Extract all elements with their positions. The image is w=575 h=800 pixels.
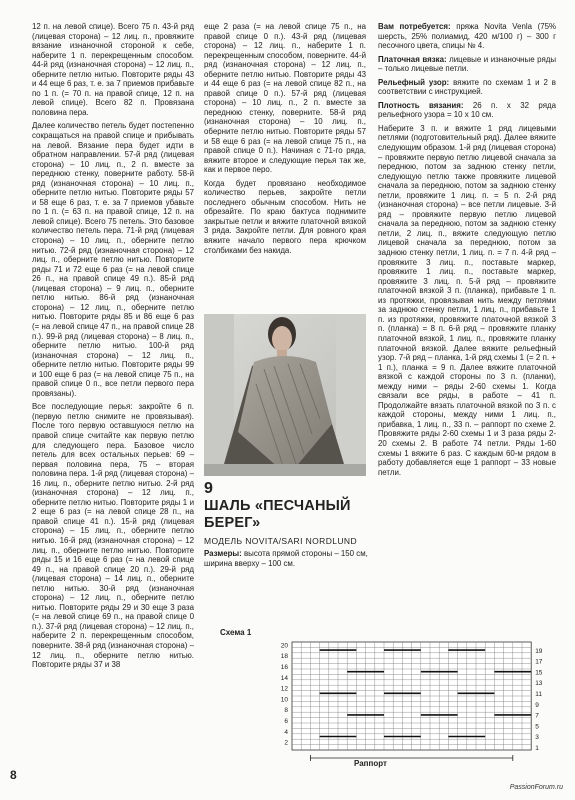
gauge-label: Плотность вязания: bbox=[378, 100, 464, 110]
paragraph bbox=[32, 402, 194, 669]
gauge-text: 26 п. х 32 ряда рельефного узора = 10 х 10 см. bbox=[378, 100, 556, 120]
relief-paragraph bbox=[378, 78, 556, 97]
row-number-right: 19 bbox=[535, 647, 543, 655]
row-number-left: 16 bbox=[280, 664, 288, 671]
row-number-right: 9 bbox=[535, 701, 539, 709]
sizes-text: высота прямой стороны – 150 см, ширина вверху – 100 см. bbox=[204, 549, 368, 568]
instructions-paragraph: Наберите 3 п. и вяжите 1 ряд лицевыми петлями (подготовительный ряд). Далее вяжите следующим образом. 1-й ряд (лицевая сторона) – провяжите первую петлю лицевой сначала за переднюю, потом за заднюю стенку петли, следующую петлю также провяжите лицевой сначала за переднюю, потом за заднюю стенку петли, провяжите 1 лиц. п. = 5 п. 2-й ряд (изнаночная сторона) – все петли лицевые. 3-й ряд – провяжите первую петлю лицевой сначала за переднюю, потом за заднюю стенку петли, 2 лиц. п., вяжите следующую петлю лицевой сначала за переднюю, потом за заднюю стенку петли, 1 лиц. п. = 7 п. 4-й ряд – провяжите 3 лиц. п., поставьте маркер, провяжите 1 лиц. п., поставьте маркер, провяжите 3 лиц. п. 5-й ряд – провяжите платочной вязкой 3 п. (планка), прибавьте 1 п. из протяжки, провязывая нить между петлями за заднюю стенку петли, 1 лиц. п., прибавьте 1 п. из протяжки, провяжите платочной вязкой 3 п. (планка) = 8 п. 6-й ряд – провяжите планку платочной вязкой, 1 лиц. п., провяжите планку платочной вязкой. Далее вяжите рельефный узор. 7-й ряд – планка, 1-й ряд схемы 1 (= 2 п. + 1 п.), планка = 9 п. Далее вяжите платочной вязкой с каждой стороны по 3 п. (планки), между ними – ряды 2-60 схемы 1. Когда связали все ряды, в работе – 41 п. Продолжайте вязать платочной вязкой по 3 п. с каждой стороны, между ними 1 лиц. п., прибавка, 1 лиц. п., 33 п. – раппорт по схеме 2. Провяжите ряды 2-60 схемы 1 и 3 раза ряды 2-20 схемы 2. В работе 74 петли. Ряды 1-60 схемы 1 вяжите 6 раз. С каждым 60-м рядом в работу добавляется еще 1 раппорт – 33 новые петли. bbox=[378, 123, 556, 477]
article-number: 9 bbox=[204, 480, 213, 497]
row-number-right: 5 bbox=[535, 723, 539, 731]
article-title: ШАЛЬ «ПЕСЧАНЫЙ БЕРЕГ» bbox=[204, 498, 351, 531]
materials-text: пряжа Novita Venla (75% шерсть, 25% полиамид, 420 м/100 г) – 300 г песочного цвета, спицы № 4. bbox=[378, 22, 556, 51]
row-number-right: 13 bbox=[535, 680, 543, 688]
model-photo bbox=[204, 314, 366, 476]
page-number: 8 bbox=[10, 768, 17, 782]
garter-label: Платочная вязка: bbox=[378, 54, 447, 64]
row-number-left: 4 bbox=[284, 728, 288, 736]
gauge-paragraph bbox=[378, 101, 556, 120]
relief-text: вяжите по схемам 1 и 2 в соответствии с инструкцией. bbox=[378, 77, 556, 97]
row-number-left: 12 bbox=[280, 685, 288, 693]
model-photo-image bbox=[204, 314, 366, 476]
row-number-left: 8 bbox=[284, 707, 288, 715]
row-number-right: 3 bbox=[535, 734, 539, 742]
row-number-right: 15 bbox=[535, 669, 543, 677]
row-number-left: 18 bbox=[280, 653, 288, 661]
text-column-1 bbox=[32, 22, 194, 772]
garter-text: лицевые и изнаночные ряды – только лицевые петли. bbox=[378, 54, 556, 74]
paragraph: Далее количество петель будет постепенно сокращаться на правой спице и прибывать на левой. Вязание пера будет идти в обратном направлении. 57-й ряд (лицевая сторона) – 10 лиц. п., 2 п. вместе за переднюю стенку, поверните работу. 58-й ряд (изнаночная сторона) – 10 лиц. п., оберните петлю нитью. Повторите ряды 57 и 58 еще 6 раз, т. е. за 7 приемов убавьте по 1 п. (= 63 п. на правой спице, 12 п. на левой спице). Всего 75 петель. Это базовое количество петель пера. 71-й ряд (лицевая сторона) – 10 лиц. п., оберните петлю нитью. 72-й ряд (изнаночная сторона) – 12 лиц. п., оберните петлю нитью. Повторите ряды 71 и 72 еще 6 раз (= на левой спице 26 п., на правой спице 49 п.). 85-й ряд (лицевая сторона) – 9 лиц. п., оберните петлю нитью. 86-й ряд (изнаночная сторона) – 12 лиц. п., оберните петлю нитью. Повторите ряды 85 и 86 еще 6 раз (= на левой спице 47 п., на правой спице 28 п.). 99-й ряд (лицевая сторона) – 8 лиц. п., оберните петлю нитью. 100-й ряд (изнаночная сторона) – 12 лиц. п., оберните петлю нитью. Повторите ряды 99 и 100 еще 6 раз (= на левой спице 75 п., на правой спице 0 п., все петли первого пера провязаны). bbox=[32, 121, 194, 398]
text-column-2 bbox=[204, 22, 366, 312]
paragraph: Когда будет провязано необходимое количество перьев, закройте петли последнего обычным способом. Нить не обрезайте. По краю бактуса поднимите закрытые петли и вяжите платочной вязкой 3 ряда. Закройте петли. Для ровного края вяжите начало первого пера крючком столбиками без накида. bbox=[204, 178, 366, 255]
materials-paragraph bbox=[378, 22, 556, 51]
paragraph: еще 2 раза (= на левой спице 75 п., на правой спице 0 п.). 43-й ряд (лицевая сторона) – 12 лиц. п., наберите 1 п. перекрещенным способом, поверните. 44-й ряд (изнаночная сторона) – 12 лиц. п., оберните петлю нитью. Повторите ряды 43 и 44 еще 6 раз (= на левой спице 82 п., на правой спице 0 п.). 57-й ряд (лицевая сторона) – 10 лиц. п., 2 п. вместе за переднюю стенку, поверните. 58-й ряд (изнаночная сторона) – 10 лиц. п., оберните петлю нитью. Повторите ряды 57 и 58 еще 6 раз (= на левой спице 75 п., на правой спице 0 п.). Начиная с 71-го ряда, вяжите второе и следующие перья так же, как и первое перо. bbox=[204, 22, 366, 175]
row-number-right: 7 bbox=[535, 712, 539, 720]
article-model: МОДЕЛЬ NOVITA/SARI NORDLUND bbox=[204, 536, 357, 546]
text-column-3 bbox=[378, 22, 556, 632]
row-number-right: 1 bbox=[535, 745, 539, 752]
row-number-right: 11 bbox=[535, 691, 542, 698]
materials-label: Вам потребуется: bbox=[378, 22, 451, 31]
garter-paragraph bbox=[378, 55, 556, 74]
repeat-label: Раппорт bbox=[354, 759, 387, 768]
row-number-left: 2 bbox=[284, 739, 288, 747]
scheme-title: Схема 1 bbox=[220, 628, 252, 637]
row-number-left: 14 bbox=[280, 674, 288, 682]
relief-label: Рельефный узор: bbox=[378, 77, 450, 87]
row-number-left: 10 bbox=[280, 696, 288, 704]
row-number-left: 20 bbox=[280, 642, 288, 650]
paragraph: 12 п. на левой спице). Всего 75 п. 43-й ряд (лицевая сторона) – 12 лиц. п., провяжите вязание изнаночной стороной к себе, наберите 1 п. перекрещенным способом. 44-й ряд (изнаночная сторона) – 12 лиц. п., оберните петлю нитью. Повторите ряды 43 и 44 еще 6 раз, т. е. за 7 приемов прибавьте по 1 п. (= 70 п. на правой спице, 12 п. на левой спице). Всего 82 п. Провязана половина пера. bbox=[32, 22, 194, 117]
sizes-label: Размеры: bbox=[204, 549, 242, 558]
watermark: PassionForum.ru bbox=[509, 784, 563, 791]
article-sizes bbox=[204, 549, 369, 568]
row-number-left: 6 bbox=[284, 718, 288, 725]
row-number-right: 17 bbox=[535, 658, 543, 666]
paragraph-text: Все последующие перья: закройте 6 п. (первую петлю снимите не провязывая). После того первую оставшуюся петлю на правой спице считайте как первую петлю для следующего пера. Базовое число петель для всех остальных перьев: 69 – первая половина пера, 75 – вторая половина пера. 1-й ряд (лицевая сторона) – 16 лиц. п., оберните петлю нитью. 2-й ряд (изнаночная сторона) – 12 лиц. п., оберните петлю нитью. Повторите ряды 1 и 2 еще 6 раз (= на левой спице 28 п., на правой спице 41 п.). 15-й ряд (лицевая сторона) – 15 лиц. п., оберните петлю нитью. 16-й ряд (изнаночная сторона) – 12 лиц. п., оберните петлю нитью. Повторите ряды 15 и 16 еще 6 раз (= на левой спице 49 п., на правой спице 20 п.). 29-й ряд (лицевая сторона) – 14 лиц. п., оберните петлю нитью. 30-й ряд (изнаночная сторона) – 12 лиц. п., оберните петлю нитью. Повторите ряды 29 и 30 еще 3 раза (= на левой спице 69 п., на правой спице 0 п.). 37-й ряд (лицевая сторона) – 12 лиц. п., наберите 2 п. перекрещенным способом, поверните. 38-й ряд (изнаночная сторона) – 12 лиц. п., оберните петлю нитью. Повторите ряды 37 и 38 bbox=[32, 402, 194, 670]
knitting-scheme bbox=[204, 628, 556, 783]
